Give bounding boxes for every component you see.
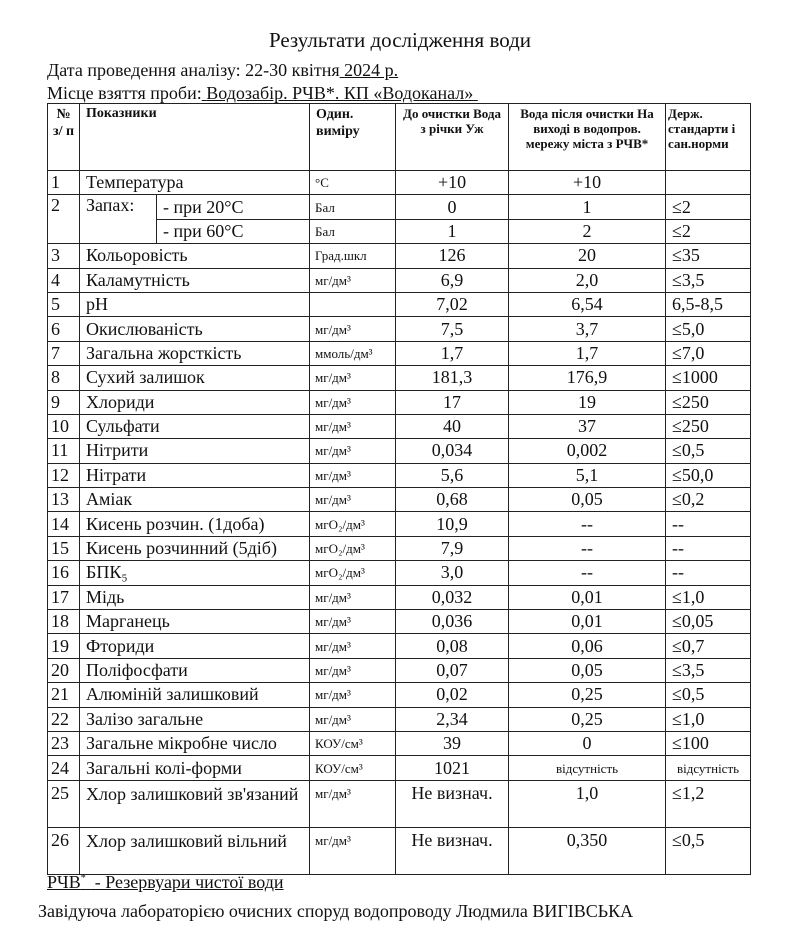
- unit-cell: мг/дм³: [310, 390, 396, 414]
- standard-value: ≤0,5: [666, 827, 751, 874]
- table-row: [48, 658, 751, 682]
- unit-cell: мг/дм³: [310, 439, 396, 463]
- unit-cell: мг/дм³: [310, 463, 396, 487]
- table-row: [48, 463, 751, 487]
- indicator-name: Загальні колі-форми: [80, 756, 310, 780]
- unit-cell: мг/дм³: [310, 317, 396, 341]
- document-title: Результати дослідження води: [268, 28, 532, 52]
- standard-value: 6,5-8,5: [666, 292, 751, 316]
- standard-value: --: [666, 512, 751, 536]
- after-value: 0,25: [509, 683, 666, 707]
- row-number: 17: [48, 585, 80, 609]
- row-number: 3: [48, 244, 80, 268]
- table-row: [48, 536, 751, 560]
- row-number: 11: [48, 439, 80, 463]
- after-value: 6,54: [509, 292, 666, 316]
- unit-cell: мг/дм³: [310, 707, 396, 731]
- header-after-treatment: Вода після очистки На виході в водопров. мережу міста з РЧВ*: [509, 104, 666, 171]
- after-value: 0,05: [509, 488, 666, 512]
- before-value: Не визнач.: [396, 827, 509, 874]
- standard-value: ≤1,0: [666, 585, 751, 609]
- unit-cell: мгО₂/дм³: [310, 536, 396, 560]
- row-number: 8: [48, 366, 80, 390]
- before-value: 3,0: [396, 561, 509, 585]
- sampling-place-value: Водозабір. РЧВ*. КП «Водоканал»: [206, 83, 474, 103]
- indicator-name: Аміак: [80, 488, 310, 512]
- signature-line: Завідуюча лабораторією очисних споруд водопроводу Людмила ВИГІВСЬКА: [38, 901, 634, 921]
- before-value: Не визнач.: [396, 780, 509, 827]
- row-number: 7: [48, 341, 80, 365]
- standard-value: ≤35: [666, 244, 751, 268]
- before-value: 6,9: [396, 268, 509, 292]
- after-value: 1: [509, 195, 666, 219]
- unit-cell: мг/дм³: [310, 610, 396, 634]
- table-row: [48, 756, 751, 780]
- standard-value: ≤50,0: [666, 463, 751, 487]
- after-value: 0,01: [509, 610, 666, 634]
- before-value: 1,7: [396, 341, 509, 365]
- after-value: 0: [509, 731, 666, 755]
- analysis-date: [47, 60, 398, 81]
- unit-cell: мг/дм³: [310, 268, 396, 292]
- table-row: [48, 780, 751, 827]
- indicator-name: Окислюваність: [80, 317, 310, 341]
- row-number: 1: [48, 171, 80, 195]
- before-value: 2,34: [396, 707, 509, 731]
- before-value: 0,07: [396, 658, 509, 682]
- row-number: 9: [48, 390, 80, 414]
- standard-value: ≤5,0: [666, 317, 751, 341]
- standard-value: ≤250: [666, 414, 751, 438]
- table-row: [48, 292, 751, 316]
- indicator-name: Хлор залишковий зв'язаний: [80, 780, 310, 827]
- row-number: 16: [48, 561, 80, 585]
- row-number: 24: [48, 756, 80, 780]
- smell-label: Запах:: [80, 195, 157, 244]
- before-value: 7,9: [396, 536, 509, 560]
- before-value: 0,032: [396, 585, 509, 609]
- indicator-name: Кисень розчин. (1доба): [80, 512, 310, 536]
- standard-value: ≤1000: [666, 366, 751, 390]
- table-row: [48, 366, 751, 390]
- after-value: 5,1: [509, 463, 666, 487]
- indicator-name: Фториди: [80, 634, 310, 658]
- standard-value: ≤2: [666, 219, 751, 243]
- before-value: 0,08: [396, 634, 509, 658]
- indicator-name: Мідь: [80, 585, 310, 609]
- header-standards: Держ. стандарти і сан.норми: [666, 104, 751, 171]
- before-value: 39: [396, 731, 509, 755]
- before-value: 126: [396, 244, 509, 268]
- row-number: 25: [48, 780, 80, 827]
- header-num: № з/ п: [48, 104, 80, 171]
- table-row: [48, 683, 751, 707]
- table-row: [48, 414, 751, 438]
- standard-value: ≤100: [666, 731, 751, 755]
- table-row: [48, 561, 751, 585]
- footnote-text: - Резервуари чистої води: [90, 872, 284, 892]
- unit-cell: КОУ/см³: [310, 731, 396, 755]
- standard-value: ≤2: [666, 195, 751, 219]
- unit-cell: мг/дм³: [310, 488, 396, 512]
- smell-condition-60: - при 60°С: [157, 219, 310, 243]
- unit-cell: ммоль/дм³: [310, 341, 396, 365]
- row-number: 14: [48, 512, 80, 536]
- row-number: 21: [48, 683, 80, 707]
- indicator-name: Сульфати: [80, 414, 310, 438]
- unit-cell: мгО₂/дм³: [310, 512, 396, 536]
- unit-cell: [310, 292, 396, 316]
- after-value: +10: [509, 171, 666, 195]
- standard-value: ≤0,2: [666, 488, 751, 512]
- table-row: [48, 827, 751, 874]
- after-value: 0,06: [509, 634, 666, 658]
- row-number: 12: [48, 463, 80, 487]
- standard-value: ≤3,5: [666, 658, 751, 682]
- standard-value: --: [666, 561, 751, 585]
- after-value: 19: [509, 390, 666, 414]
- after-value: --: [509, 536, 666, 560]
- table-row: [48, 439, 751, 463]
- row-number: 2: [48, 195, 80, 244]
- unit-cell: Бал: [310, 219, 396, 243]
- table-row: [48, 268, 751, 292]
- after-value: відсутність: [509, 756, 666, 780]
- table-row: [48, 390, 751, 414]
- indicator-name: Алюміній залишковий: [80, 683, 310, 707]
- before-value: 0,034: [396, 439, 509, 463]
- unit-cell: мг/дм³: [310, 780, 396, 827]
- table-row: [48, 488, 751, 512]
- after-value: 1,7: [509, 341, 666, 365]
- unit-cell: КОУ/см³: [310, 756, 396, 780]
- indicator-name: Хлориди: [80, 390, 310, 414]
- indicator-name: Марганець: [80, 610, 310, 634]
- row-number: 15: [48, 536, 80, 560]
- table-body: [48, 171, 751, 875]
- row-number: 22: [48, 707, 80, 731]
- unit-cell: мг/дм³: [310, 585, 396, 609]
- indicator-name: Загальна жорсткість: [80, 341, 310, 365]
- after-value: 0,002: [509, 439, 666, 463]
- before-value: +10: [396, 171, 509, 195]
- table-row: [48, 171, 751, 195]
- table-header-row: [48, 104, 751, 171]
- unit-cell: °С: [310, 171, 396, 195]
- before-value: 7,02: [396, 292, 509, 316]
- indicator-name: Каламутність: [80, 268, 310, 292]
- indicator-name: Залізо загальне: [80, 707, 310, 731]
- before-value: 1021: [396, 756, 509, 780]
- after-value: --: [509, 561, 666, 585]
- indicator-name: БПК₅: [80, 561, 310, 585]
- analysis-date-label: Дата проведення аналізу: 22-30 квітня: [47, 60, 340, 80]
- sampling-place: [47, 83, 478, 104]
- after-value: 0,25: [509, 707, 666, 731]
- indicator-name: Сухий залишок: [80, 366, 310, 390]
- row-number: 10: [48, 414, 80, 438]
- row-number: 5: [48, 292, 80, 316]
- row-number: 23: [48, 731, 80, 755]
- after-value: 0,01: [509, 585, 666, 609]
- before-value: 0,036: [396, 610, 509, 634]
- standard-value: ≤250: [666, 390, 751, 414]
- standard-value: ≤0,7: [666, 634, 751, 658]
- standard-value: відсутність: [666, 756, 751, 780]
- unit-cell: мг/дм³: [310, 658, 396, 682]
- unit-cell: мг/дм³: [310, 366, 396, 390]
- after-value: 176,9: [509, 366, 666, 390]
- table-row: [48, 707, 751, 731]
- before-value: 7,5: [396, 317, 509, 341]
- after-value: 37: [509, 414, 666, 438]
- row-number: 19: [48, 634, 80, 658]
- standard-value: --: [666, 536, 751, 560]
- header-before-treatment: До очистки Вода з річки Уж: [396, 104, 509, 171]
- indicator-name: Загальне мікробне число: [80, 731, 310, 755]
- table-row: [48, 585, 751, 609]
- row-number: 20: [48, 658, 80, 682]
- indicator-name: Нітрати: [80, 463, 310, 487]
- indicator-name: Поліфосфати: [80, 658, 310, 682]
- smell-condition-20: - при 20°С: [157, 195, 310, 219]
- unit-cell: мг/дм³: [310, 827, 396, 874]
- table-row: [48, 512, 751, 536]
- table-row-smell-20: [48, 195, 751, 219]
- after-value: 2,0: [509, 268, 666, 292]
- sampling-place-label: Місце взяття проби:: [47, 83, 202, 103]
- indicator-name: рН: [80, 292, 310, 316]
- unit-cell: мг/дм³: [310, 414, 396, 438]
- before-value: 0,68: [396, 488, 509, 512]
- indicator-name: Температура: [80, 171, 310, 195]
- after-value: 1,0: [509, 780, 666, 827]
- unit-cell: мг/дм³: [310, 634, 396, 658]
- before-value: 5,6: [396, 463, 509, 487]
- standard-value: ≤0,05: [666, 610, 751, 634]
- standard-value: ≤7,0: [666, 341, 751, 365]
- unit-cell: мг/дм³: [310, 683, 396, 707]
- before-value: 10,9: [396, 512, 509, 536]
- indicator-name: Кольоровість: [80, 244, 310, 268]
- after-value: --: [509, 512, 666, 536]
- before-value: 1: [396, 219, 509, 243]
- row-number: 18: [48, 610, 80, 634]
- standard-value: [666, 171, 751, 195]
- after-value: 2: [509, 219, 666, 243]
- results-table: [47, 103, 751, 875]
- indicator-name: Нітрити: [80, 439, 310, 463]
- header-unit: Один. виміру: [310, 104, 396, 171]
- standard-value: ≤0,5: [666, 683, 751, 707]
- table-row: [48, 244, 751, 268]
- indicator-name: Кисень розчинний (5діб): [80, 536, 310, 560]
- unit-cell: мгО₂/дм³: [310, 561, 396, 585]
- table-row: [48, 317, 751, 341]
- before-value: 40: [396, 414, 509, 438]
- after-value: 0,05: [509, 658, 666, 682]
- header-indicator: Показники: [80, 104, 310, 171]
- standard-value: ≤3,5: [666, 268, 751, 292]
- before-value: 17: [396, 390, 509, 414]
- row-number: 6: [48, 317, 80, 341]
- indicator-name: Хлор залишковий вільний: [80, 827, 310, 874]
- after-value: 0,350: [509, 827, 666, 874]
- before-value: 0: [396, 195, 509, 219]
- before-value: 181,3: [396, 366, 509, 390]
- unit-cell: Бал: [310, 195, 396, 219]
- after-value: 3,7: [509, 317, 666, 341]
- analysis-date-year: 2024 р.: [344, 60, 399, 80]
- row-number: 4: [48, 268, 80, 292]
- footnote-abbr: РЧВ*: [47, 872, 86, 892]
- row-number: 13: [48, 488, 80, 512]
- standard-value: ≤1,2: [666, 780, 751, 827]
- table-row: [48, 634, 751, 658]
- footnote: [47, 872, 284, 893]
- unit-cell: Град.шкл: [310, 244, 396, 268]
- row-number: 26: [48, 827, 80, 874]
- standard-value: ≤0,5: [666, 439, 751, 463]
- after-value: 20: [509, 244, 666, 268]
- table-row: [48, 341, 751, 365]
- standard-value: ≤1,0: [666, 707, 751, 731]
- before-value: 0,02: [396, 683, 509, 707]
- table-row: [48, 731, 751, 755]
- table-row: [48, 610, 751, 634]
